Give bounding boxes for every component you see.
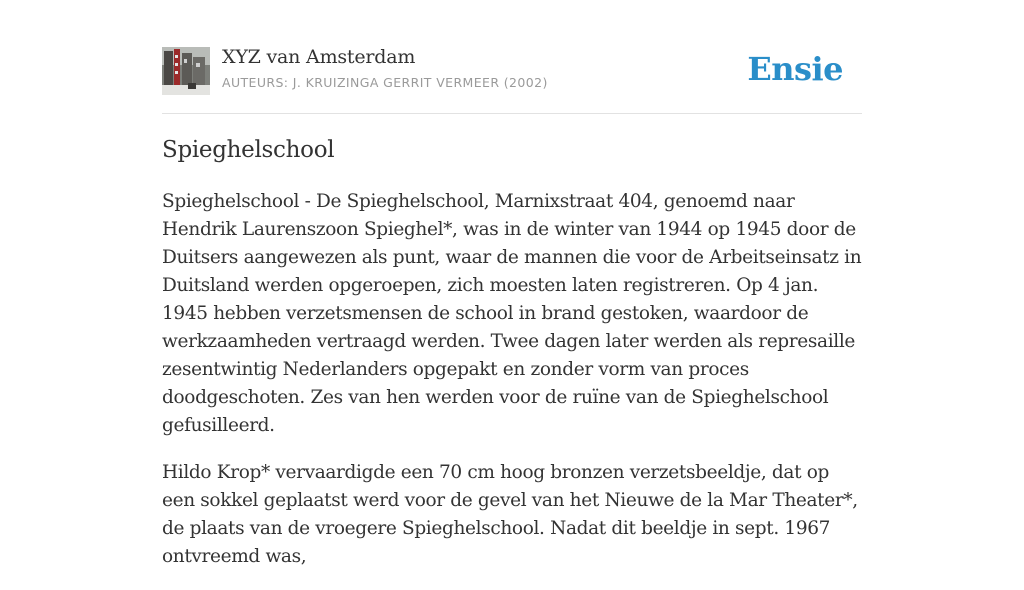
article-title: Spieghelschool <box>162 137 335 163</box>
header-divider <box>162 113 862 114</box>
article-paragraph: Spieghelschool - De Spieghelschool, Marnixstraat 404, genoemd naar Hendrik Laurenszoon Spieghel*, was in de winter van 1944 op 1945 door de Duitsers aangewezen als punt, waar de mannen die voor de Arbeitseinsatz in Duitsland werden opgeroepen, zich moesten laten registreren. Op 4 jan. 1945 hebben verzetsmensen de school in brand gestoken, waardoor de werkzaamheden vertraagd werden. Twee dagen later werden als represaille zesentwintig Nederlanders opgepakt en zonder vorm van proces doodgeschoten. Zes van hen werden voor de ruïne van de Spieghelschool gefusilleerd. <box>162 191 862 436</box>
article-paragraph: Hildo Krop* vervaardigde een 70 cm hoog bronzen verzetsbeeldje, dat op een sokkel geplaatst werd voor de gevel van het Nieuwe de la Mar Theater*, de plaats van de vroegere Spieghelschool. Nadat dit beeldje in sept. 1967 ontvreemd was, <box>162 462 858 567</box>
book-title[interactable]: XYZ van Amsterdam <box>222 46 416 68</box>
article-body <box>162 188 866 590</box>
book-header <box>162 46 862 96</box>
book-cover-avatar[interactable] <box>162 47 210 95</box>
ensie-logo[interactable]: Ensie <box>747 50 843 88</box>
book-cover-photo-icon <box>162 47 210 95</box>
book-authors: AUTEURS: J. KRUIZINGA GERRIT VERMEER (2002) <box>222 75 548 90</box>
